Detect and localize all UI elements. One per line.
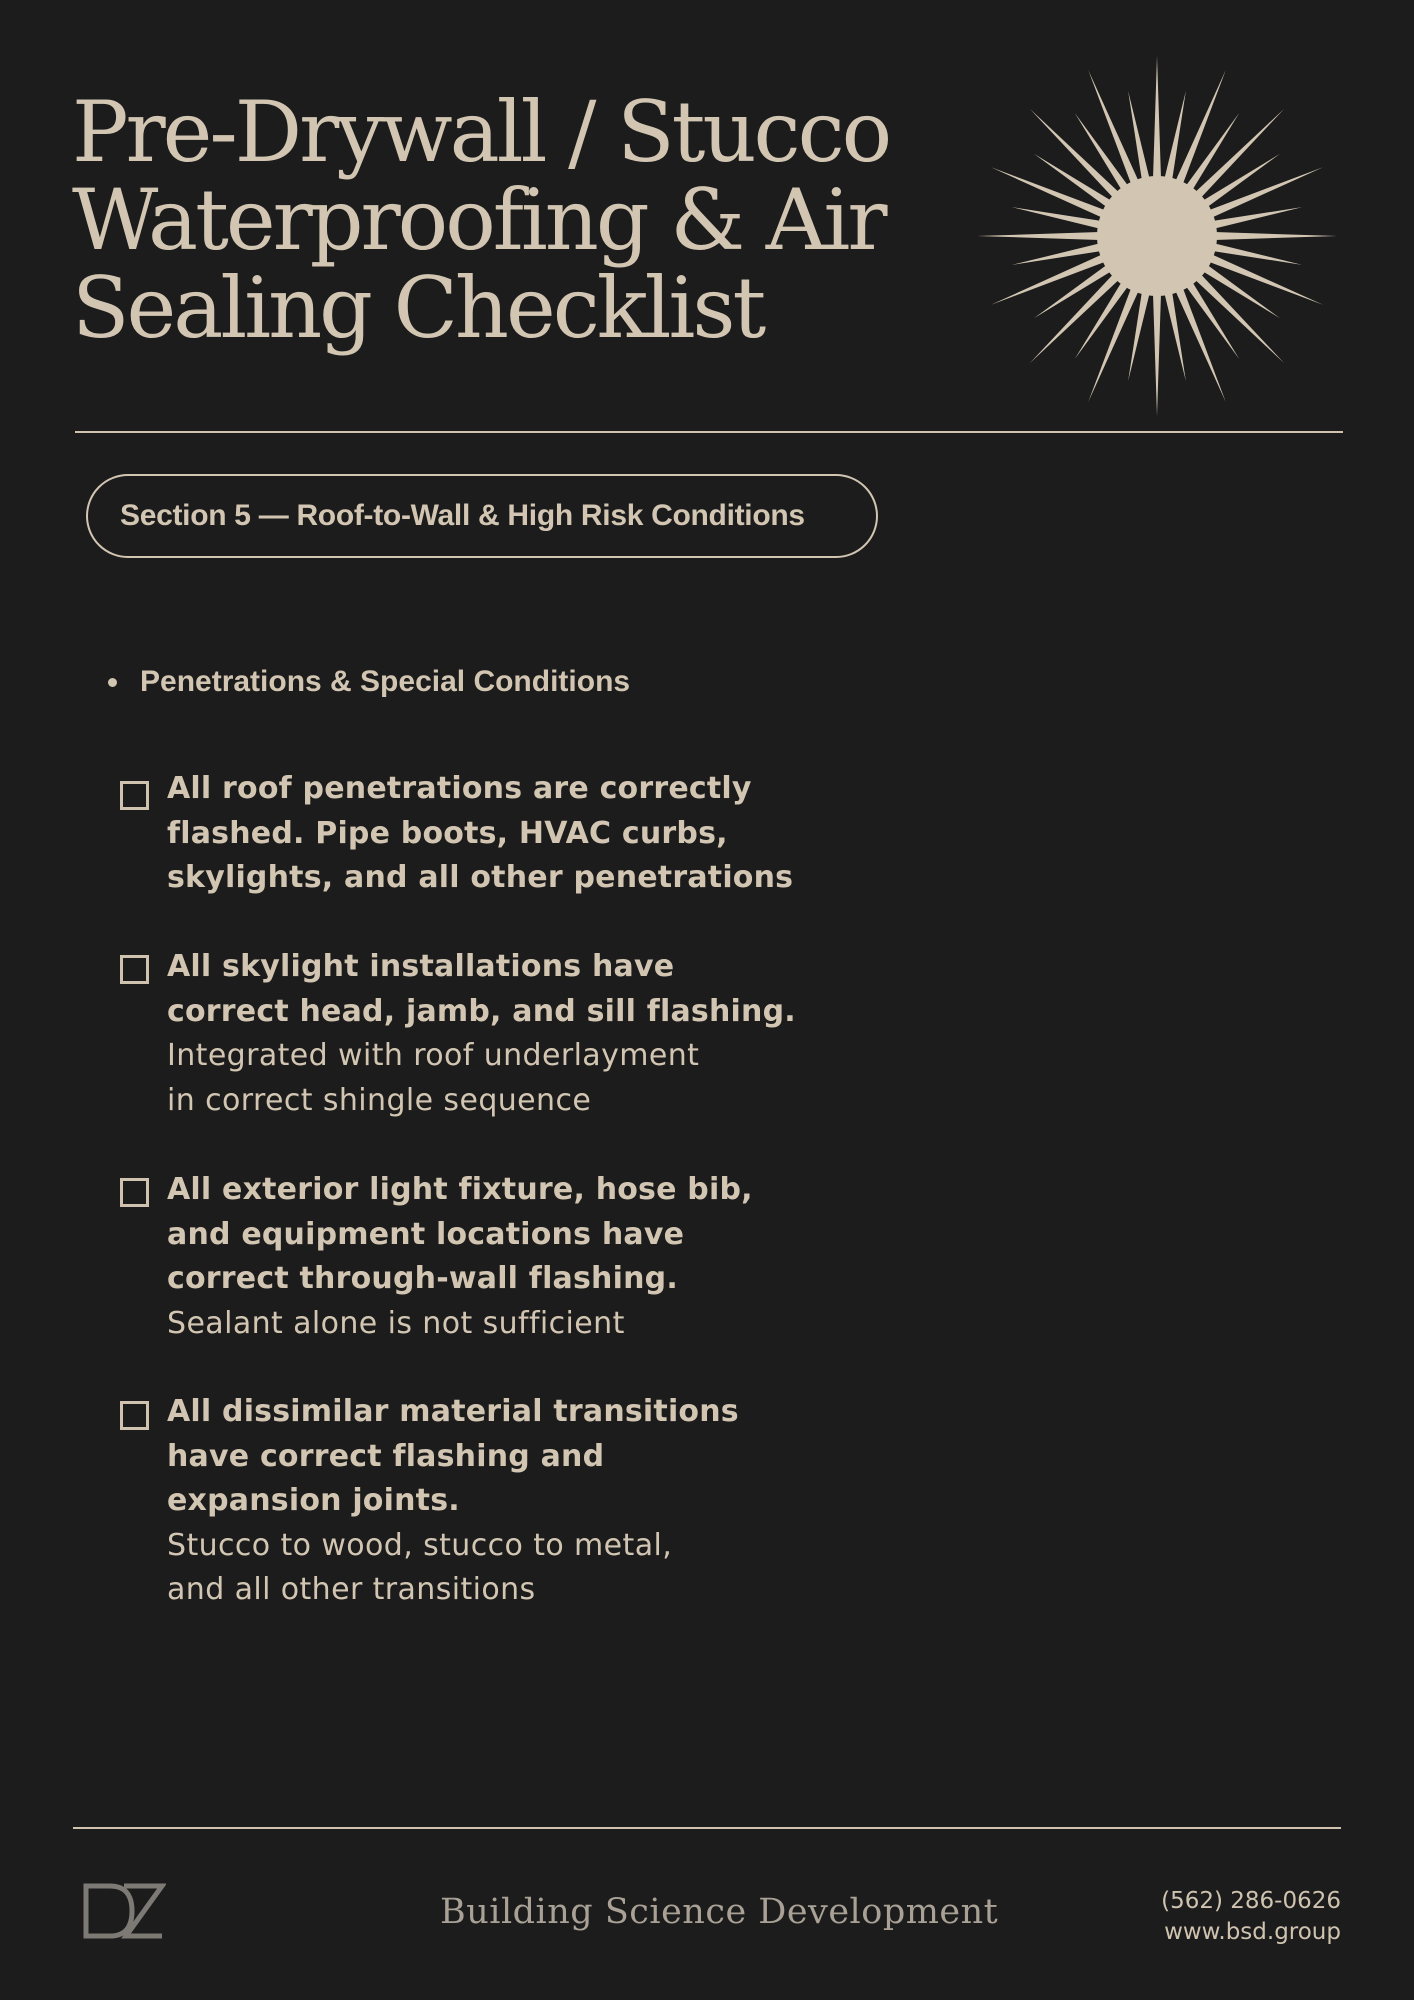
checkbox-icon[interactable] [120, 781, 149, 810]
company-name: Building Science Development [440, 1892, 999, 1932]
item-bold-line: All skylight installations have [167, 949, 675, 984]
page-title [72, 83, 952, 357]
footer-divider [73, 1827, 1341, 1829]
checkbox-icon[interactable] [120, 1401, 149, 1430]
sunburst-ray [1153, 286, 1161, 416]
section-badge [86, 474, 878, 558]
item-bold-line: expansion joints. [167, 1483, 460, 1518]
sunburst-ray [977, 232, 1107, 240]
section-label: Section 5 — Roof-to-Wall & High Risk Conditions [120, 499, 805, 532]
sunburst-ray [1153, 56, 1161, 186]
sunburst-ray [1207, 232, 1337, 240]
category-heading [108, 665, 630, 699]
item-note-line: in correct shingle sequence [167, 1082, 592, 1118]
title-line-3: Sealing Checklist [72, 259, 764, 357]
item-bold-line: correct through-wall flashing. [167, 1261, 678, 1296]
item-bold-line: flashed. Pipe boots, HVAC curbs, [167, 815, 728, 851]
title-line-1: Pre-Drywall / Stucco [72, 83, 890, 181]
category-label: Penetrations & Special Conditions [140, 665, 631, 698]
header-divider [75, 431, 1343, 433]
item-note-line: Integrated with roof underlayment [167, 1038, 700, 1073]
item-bold-line: All roof penetrations are correctly [167, 771, 752, 806]
sunburst-core [1097, 176, 1217, 296]
checkbox-icon[interactable] [120, 955, 149, 984]
item-bold-line: All exterior light fixture, hose bib, [167, 1172, 753, 1207]
bullet-dot-icon [108, 678, 117, 687]
sunburst-icon [976, 55, 1338, 417]
item-bold-line: have correct flashing and [167, 1438, 605, 1474]
item-bold-line: skylights, and all other penetrations [167, 860, 794, 895]
item-bold-line: and equipment locations have [167, 1216, 685, 1252]
item-note-line: and all other transitions [167, 1572, 536, 1607]
checklist-item-text [167, 767, 800, 901]
checklist-item-1 [120, 767, 800, 901]
item-bold-line: correct head, jamb, and sill flashing. [167, 993, 796, 1029]
checklist-item-text [167, 1168, 800, 1346]
checklist-item-4 [120, 1390, 800, 1613]
phone-number[interactable]: (562) 286-0626 [1161, 1888, 1341, 1914]
checkbox-icon[interactable] [120, 1178, 149, 1207]
checklist-item-3 [120, 1168, 800, 1346]
contact-info [1161, 1886, 1341, 1948]
checklist-item-text [167, 945, 800, 1123]
checklist-item-2 [120, 945, 800, 1123]
website-link[interactable]: www.bsd.group [1164, 1919, 1341, 1945]
bsd-logo [82, 1882, 166, 1940]
item-note-line: Stucco to wood, stucco to metal, [167, 1527, 673, 1563]
checklist-item-text [167, 1390, 800, 1613]
item-bold-line: All dissimilar material transitions [167, 1394, 739, 1429]
title-line-2: Waterproofing & Air [72, 171, 885, 269]
item-note-line: Sealant alone is not sufficient [167, 1305, 625, 1341]
